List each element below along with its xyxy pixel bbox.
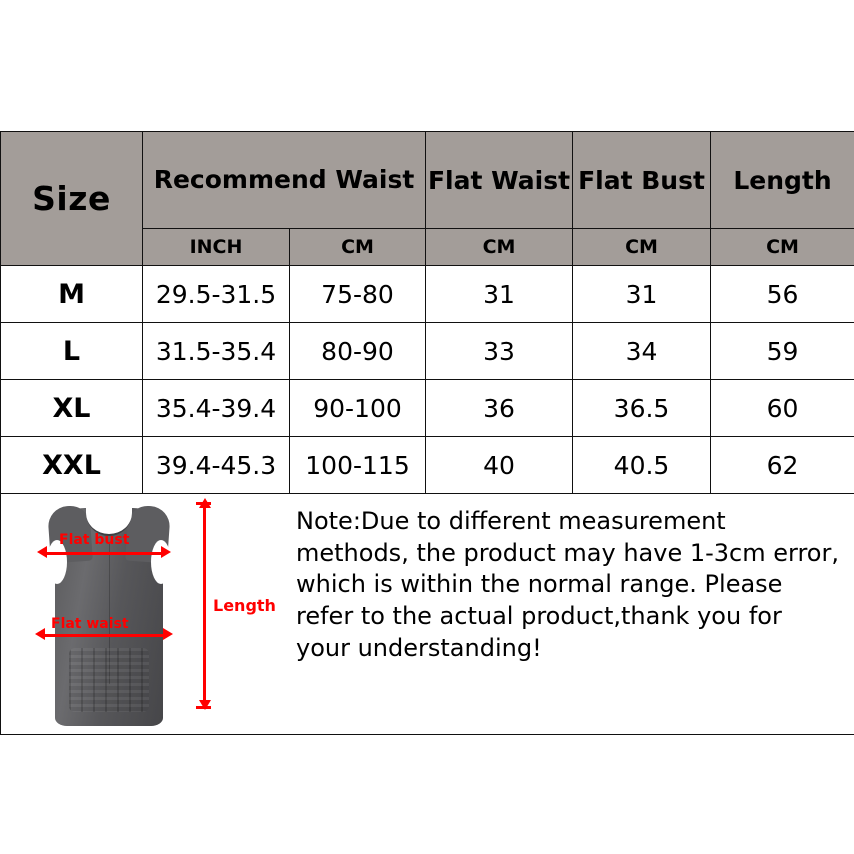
cell-length: 62 [711, 437, 854, 494]
length-measure-line [203, 504, 206, 708]
cell-flat-waist: 36 [426, 380, 573, 437]
flat-waist-arrow-right-icon [163, 628, 173, 640]
length-arrow-up-icon [199, 498, 211, 508]
flat-bust-measure-line [43, 552, 163, 555]
flat-bust-arrow-right-icon [161, 546, 171, 558]
subheader-length-unit: CM [711, 229, 854, 266]
flat-bust-arrow-left-icon [37, 546, 47, 558]
header-flat-bust: Flat Bust [573, 132, 711, 229]
cell-rec-inch: 31.5-35.4 [143, 323, 290, 380]
flat-bust-label: Flat bust [59, 532, 130, 548]
flat-waist-label: Flat waist [51, 616, 129, 632]
cell-length: 60 [711, 380, 854, 437]
cell-length: 59 [711, 323, 854, 380]
cell-size: M [1, 266, 143, 323]
length-label: Length [213, 596, 276, 615]
cell-rec-inch: 39.4-45.3 [143, 437, 290, 494]
flat-waist-arrow-left-icon [35, 628, 45, 640]
garment-texture [69, 648, 149, 712]
cell-size: L [1, 323, 143, 380]
cell-flat-bust: 40.5 [573, 437, 711, 494]
cell-rec-cm: 80-90 [290, 323, 426, 380]
cell-rec-cm: 90-100 [290, 380, 426, 437]
flat-waist-measure-line [41, 634, 165, 637]
cell-rec-cm: 75-80 [290, 266, 426, 323]
size-table [0, 131, 854, 735]
cell-flat-bust: 31 [573, 266, 711, 323]
garment-diagram [1, 494, 282, 734]
header-size: Size [1, 132, 143, 266]
cell-flat-waist: 40 [426, 437, 573, 494]
cell-flat-waist: 33 [426, 323, 573, 380]
note-row [1, 494, 854, 735]
length-arrow-down-icon [199, 700, 211, 710]
cell-flat-bust: 34 [573, 323, 711, 380]
cell-size: XXL [1, 437, 143, 494]
note-cell [1, 494, 854, 735]
table-header-row [1, 132, 854, 229]
cell-rec-inch: 29.5-31.5 [143, 266, 290, 323]
header-length: Length [711, 132, 854, 229]
header-recommend-waist: Recommend Waist [143, 132, 426, 229]
subheader-rec-cm: CM [290, 229, 426, 266]
cell-rec-cm: 100-115 [290, 437, 426, 494]
subheader-rec-inch: INCH [143, 229, 290, 266]
table-row [1, 266, 854, 323]
subheader-flat-bust-unit: CM [573, 229, 711, 266]
measurement-note: Note:Due to different measurement methods, the product may have 1-3cm error, which is within the normal range. Please refer to the actual product,thank you for your understanding! [296, 507, 839, 662]
cell-size: XL [1, 380, 143, 437]
cell-flat-bust: 36.5 [573, 380, 711, 437]
size-chart-container [0, 131, 854, 735]
cell-flat-waist: 31 [426, 266, 573, 323]
header-flat-waist: Flat Waist [426, 132, 573, 229]
table-row [1, 323, 854, 380]
cell-rec-inch: 35.4-39.4 [143, 380, 290, 437]
table-row [1, 380, 854, 437]
cell-length: 56 [711, 266, 854, 323]
subheader-flat-waist-unit: CM [426, 229, 573, 266]
table-row [1, 437, 854, 494]
